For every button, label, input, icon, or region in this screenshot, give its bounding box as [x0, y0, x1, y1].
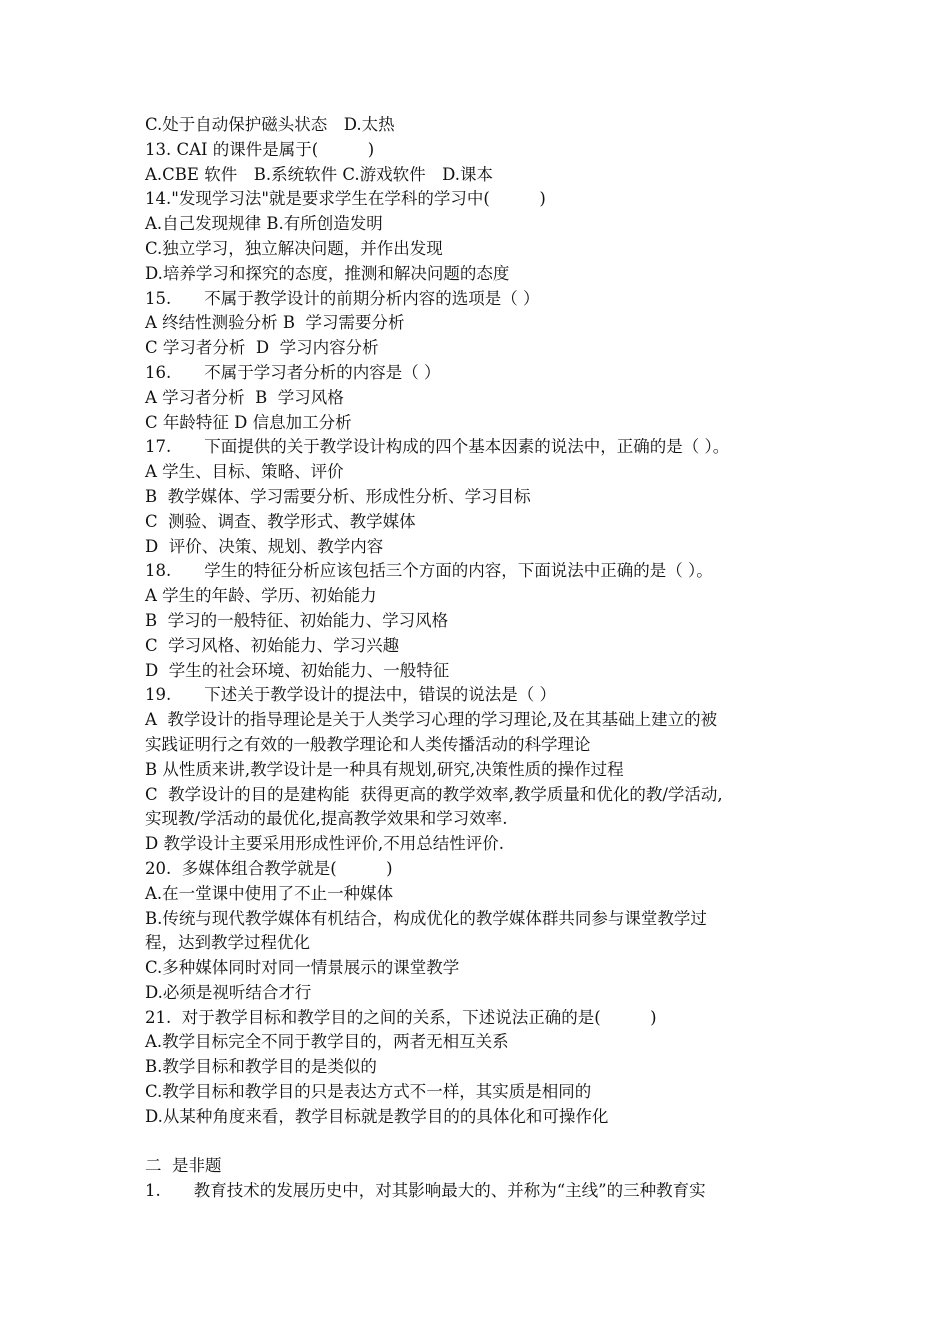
text-line: A 终结性测验分析 B 学习需要分析 [145, 313, 405, 333]
document-page [145, 113, 825, 1204]
text-line: C 测验、调查、教学形式、教学媒体 [145, 511, 416, 531]
question-block [145, 113, 825, 1130]
text-line: A.自己发现规律 B.有所创造发明 [145, 214, 383, 234]
true-false-section [145, 1154, 825, 1204]
text-line: 15. 不属于教学设计的前期分析内容的选项是（ ） [145, 288, 540, 308]
text-line: B 学习的一般特征、初始能力、学习风格 [145, 610, 449, 630]
text-line: A 学生的年龄、学历、初始能力 [145, 586, 377, 606]
text-line: 二 是非题 [145, 1156, 222, 1176]
text-line: B.传统与现代教学媒体有机结合，构成优化的教学媒体群共同参与课堂教学过 [145, 908, 707, 928]
section-gap [145, 1130, 825, 1155]
text-line: C.多种媒体同时对同一情景展示的课堂教学 [145, 958, 460, 978]
text-line: A.CBE 软件 B.系统软件 C.游戏软件 D.课本 [145, 164, 493, 184]
text-line: A.教学目标完全不同于教学目的，两者无相互关系 [145, 1032, 509, 1052]
text-line: C.教学目标和教学目的只是表达方式不一样，其实质是相同的 [145, 1082, 592, 1102]
text-line: B 教学媒体、学习需要分析、形成性分析、学习目标 [145, 486, 531, 506]
text-line: A 学习者分析 B 学习风格 [145, 387, 344, 407]
text-line: 13. CAI 的课件是属于( ) [145, 139, 375, 159]
text-line: 17. 下面提供的关于教学设计构成的四个基本因素的说法中，正确的是（ ）。 [145, 437, 730, 457]
text-line: 19. 下述关于教学设计的提法中，错误的说法是（ ） [145, 685, 556, 705]
text-line: A 教学设计的指导理论是关于人类学习心理的学习理论,及在其基础上建立的被 [145, 710, 718, 730]
text-line: 14."发现学习法"就是要求学生在学科的学习中( ) [145, 189, 546, 209]
text-line: C 学习者分析 D 学习内容分析 [145, 338, 379, 358]
text-line: B.教学目标和教学目的是类似的 [145, 1057, 377, 1077]
text-line: 20. 多媒体组合教学就是( ) [145, 858, 393, 878]
text-line: C.处于自动保护磁头状态 D.太热 [145, 115, 395, 134]
text-line: D.必须是视听结合才行 [145, 982, 312, 1002]
text-line: 18. 学生的特征分析应该包括三个方面的内容，下面说法中正确的是（ ）。 [145, 561, 713, 581]
text-line: B 从性质来讲,教学设计是一种具有规划,研究,决策性质的操作过程 [145, 759, 624, 779]
text-line: 21. 对于教学目标和教学目的之间的关系，下述说法正确的是( ) [145, 1007, 657, 1027]
text-line: A.在一堂课中使用了不止一种媒体 [145, 883, 394, 903]
text-line: C 教学设计的目的是建构能 获得更高的教学效率,教学质量和优化的教/学活动, [145, 784, 723, 804]
text-line: D 评价、决策、规划、教学内容 [145, 536, 384, 556]
text-line: C 学习风格、初始能力、学习兴趣 [145, 635, 400, 655]
text-line: C 年龄特征 D 信息加工分析 [145, 412, 352, 432]
text-line: 程，达到教学过程优化 [145, 933, 310, 953]
text-line: C.独立学习，独立解决问题，并作出发现 [145, 238, 443, 258]
text-line: D 学生的社会环境、初始能力、一般特征 [145, 660, 450, 680]
text-line: 16. 不属于学习者分析的内容是（ ） [145, 362, 441, 382]
text-line: 实践证明行之有效的一般教学理论和人类传播活动的科学理论 [145, 734, 591, 754]
text-line: 1. 教育技术的发展历史中，对其影响最大的、并称为“主线”的三种教育实 [145, 1181, 706, 1201]
text-line: 实现教/学活动的最优化,提高教学效果和学习效率. [145, 809, 508, 829]
text-line: D.从某种角度来看，教学目标就是教学目的的具体化和可操作化 [145, 1106, 609, 1126]
text-line: D 教学设计主要采用形成性评价,不用总结性评价. [145, 834, 504, 854]
text-line: A 学生、目标、策略、评价 [145, 462, 344, 482]
text-line: D.培养学习和探究的态度，推测和解决问题的态度 [145, 263, 510, 283]
